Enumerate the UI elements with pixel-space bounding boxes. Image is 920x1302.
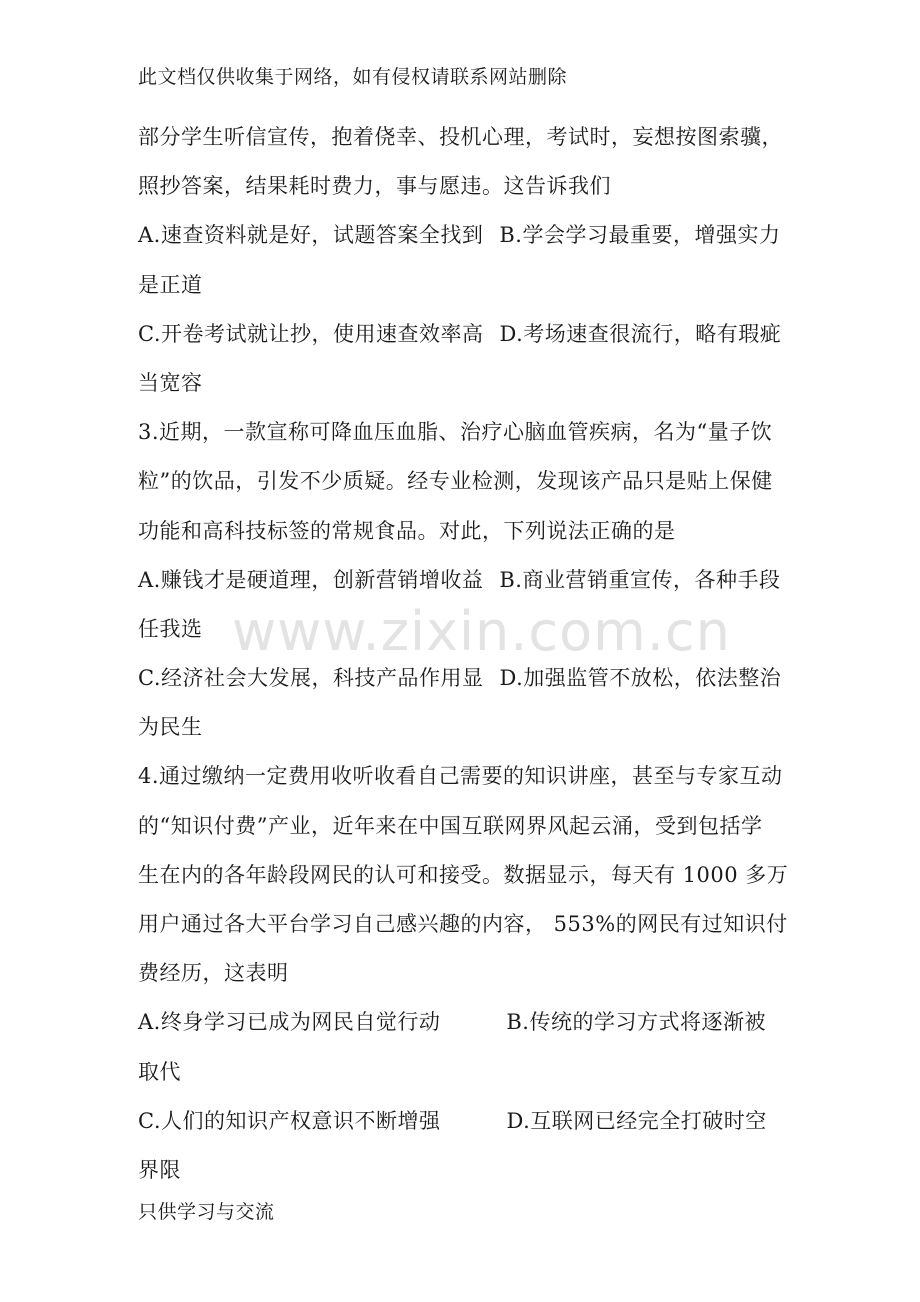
q4-stem-line-3: 生在内的各年龄段网民的认可和接受。数据显示，每天有 1000 多万	[138, 862, 789, 887]
q2-options-ab-line	[138, 211, 788, 260]
q3-stem-line-1: 3.近期，一款宣称可降血压血脂、治疗心脑血管疾病，名为“量子饮	[138, 420, 773, 445]
q4-option-d-cont: 界限	[138, 1157, 181, 1182]
q2-option-d-cont: 当宽容	[138, 370, 203, 395]
q2-option-b: B.学会学习最重要，增强实力	[499, 223, 781, 248]
q4-options-cd-line	[138, 1097, 788, 1146]
q3-option-a: A.赚钱才是硬道理，创新营销增收益	[138, 567, 484, 592]
q3-stem-line-3: 功能和高科技标签的常规食品。对此，下列说法正确的是	[138, 518, 676, 543]
q3-option-c: C.经济社会大发展，科技产品作用显	[138, 666, 484, 691]
q2-stem-line-2: 照抄答案，结果耗时费力，事与愿违。这告诉我们	[138, 174, 611, 199]
q2-option-b-cont: 是正道	[138, 272, 203, 297]
q4-option-b-cont: 取代	[138, 1059, 181, 1084]
q3-options-cd-line	[138, 654, 788, 703]
q4-stem-line-2: 的“知识付费”产业，近年来在中国互联网界风起云涌，受到包括学	[138, 813, 763, 838]
q2-stem-line-1: 部分学生听信宣传，抱着侥幸、投机心理，考试时，妄想按图索骥，	[138, 125, 783, 149]
q2-option-d: D.考场速查很流行，略有瑕疵	[499, 321, 782, 346]
q4-options-ab-line	[138, 998, 788, 1047]
q2-option-c: C.开卷考试就让抄，使用速查效率高	[138, 321, 484, 346]
q3-option-d-cont: 为民生	[138, 715, 203, 740]
q4-option-b: B.传统的学习方式将逐渐被	[506, 1010, 766, 1035]
q4-stem-line-5: 费经历，这表明	[138, 961, 289, 986]
watermark: www.zixin.com.cn	[232, 600, 731, 663]
page-footer: 只供学习与交流	[138, 1201, 275, 1223]
q3-option-b-cont: 任我选	[138, 616, 203, 641]
q4-stem-line-4: 用户通过各大平台学习自己感兴趣的内容， 553%的网民有过知识付	[138, 912, 788, 936]
q4-stem-line-1: 4.通过缴纳一定费用收听收看自己需要的知识讲座，甚至与专家互动	[138, 764, 783, 789]
q3-option-d: D.加强监管不放松，依法整治	[499, 666, 782, 691]
q3-stem-line-2: 粒”的饮品，引发不少质疑。经专业检测，发现该产品只是贴上保健	[138, 469, 773, 494]
page-header: 此文档仅供收集于网络，如有侵权请联系网站删除	[138, 66, 568, 88]
q4-option-d: D.互联网已经完全打破时空	[506, 1108, 767, 1133]
q4-option-c: C.人们的知识产权意识不断增强	[138, 1108, 441, 1133]
q3-options-ab-line	[138, 556, 788, 605]
q2-options-cd-line	[138, 310, 788, 359]
q3-option-b: B.商业营销重宣传，各种手段	[499, 567, 781, 592]
q4-option-a: A.终身学习已成为网民自觉行动	[138, 1010, 441, 1035]
q2-option-a: A.速查资料就是好，试题答案全找到	[138, 223, 484, 248]
document-body	[138, 113, 788, 1195]
